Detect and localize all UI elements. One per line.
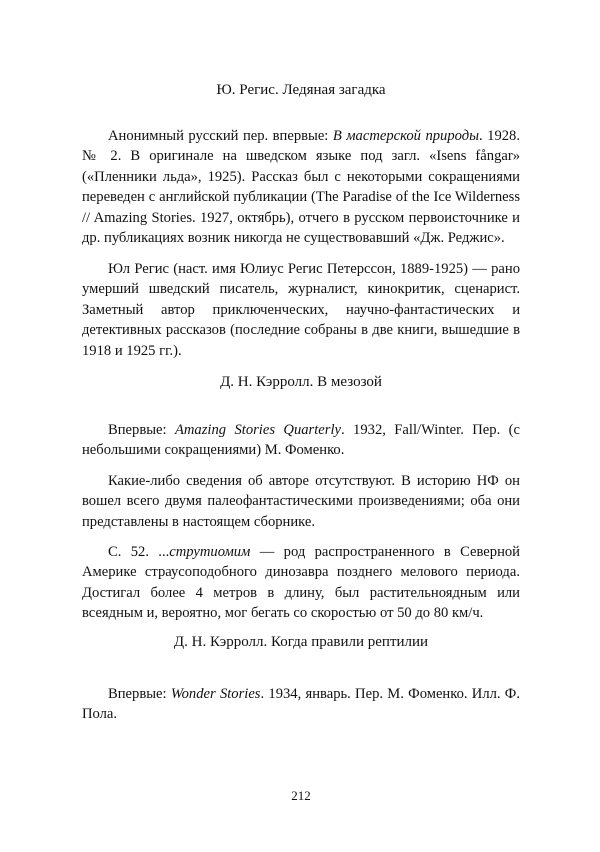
paragraph-struthiomimus-note (82, 542, 520, 624)
italic-term: струтиомим (169, 544, 251, 560)
section-heading-reptiles: Д. Н. Кэрролл. Когда правили рептилии (173, 634, 429, 650)
text-run: Впервые: (108, 686, 171, 702)
page-number: 212 (291, 788, 311, 803)
text-run: — род распространенного в Северной Америке страусоподобного динозавра позднего мелового периода. Достигал более 4 метров в длину, был растительноядным или всеядным и, вероятно, мог бегать со скоростью от 50 до 80 км/ч. (82, 544, 520, 622)
text-run: С. 52. ... (108, 544, 170, 560)
text-run: . 1934, январь. Пер. М. Фоменко. Илл. Ф. Пола. (82, 686, 520, 723)
section-heading-regis: Ю. Регис. Ледяная загадка (216, 82, 386, 98)
italic-title: Amazing Stories Quarterly (174, 422, 341, 438)
text-run: Юл Регис (наст. имя Юлиус Регис Петерссон, 1889-1925) — рано умерший шведский писатель, журналист, кинокритик, сценарист. Заметный автор приключенческих, научно-фантастических и детективных рассказов (последние собраны в две книги, вышедшие в 1918 и 1925 гг.). (82, 261, 520, 359)
text-run: . 1932, Fall/Winter. Пер. (с небольшими сокращениями) М. Фоменко. (82, 422, 520, 459)
document-page (82, 0, 520, 852)
paragraph-regis-publication (82, 126, 520, 248)
italic-title: Wonder Stories (170, 686, 261, 702)
text-run: Какие-либо сведения об авторе отсутствуют. В историю НФ он вошел всего двумя палеофантастическими произведениями; оба они представлены в настоящем сборнике. (82, 473, 520, 530)
text-run: . 1928. № 2. В оригинале на шведском языке под загл. «Isens fångar» («Пленники льда», 1925). Рассказ был с некоторыми сокращениями переведен с английской публикации (The Paradise of the Ice Wilderness // Amazing Stories. 1927, октябрь), отчего в русском первоисточнике и др. публикациях возник никогда не существовавший «Дж. Реджис». (82, 128, 520, 247)
paragraph-regis-biography (82, 259, 520, 361)
text-run: Анонимный русский пер. впервые: (108, 128, 333, 144)
section-heading-mesozoic: Д. Н. Кэрролл. В мезозой (220, 374, 382, 390)
paragraph-mesozoic-publication (82, 420, 520, 461)
text-run: Впервые: (108, 422, 175, 438)
paragraph-reptiles-publication (82, 684, 520, 725)
paragraph-author-info (82, 471, 520, 532)
italic-title: В мастерской природы (332, 128, 480, 144)
